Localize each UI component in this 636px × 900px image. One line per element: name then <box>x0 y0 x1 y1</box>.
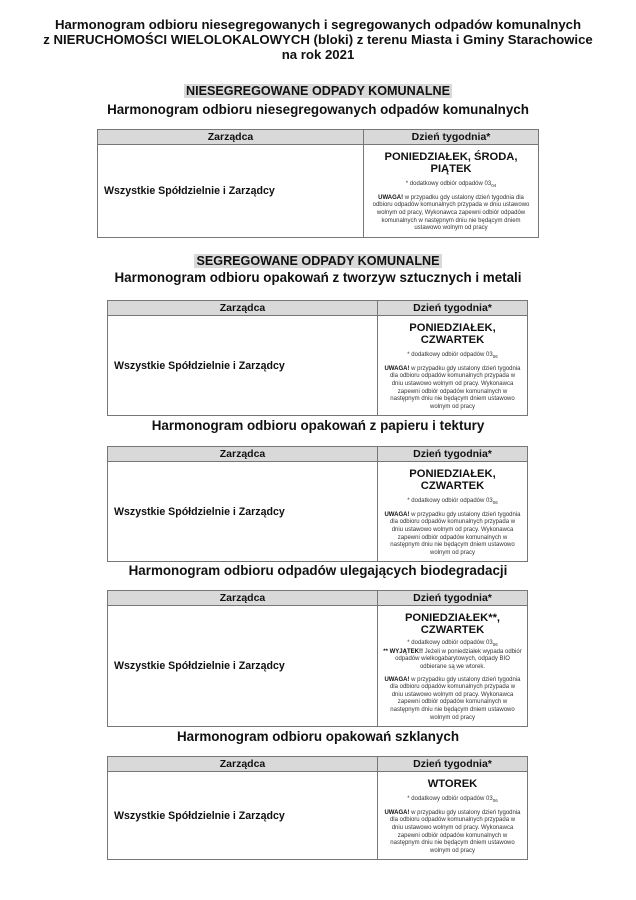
table-header-row <box>108 757 528 772</box>
column-header-day: Dzień tygodnia* <box>378 301 528 316</box>
manager-cell: Wszystkie Spółdzielnie i Zarządcy <box>108 606 378 727</box>
day-cell <box>378 462 528 562</box>
collection-days: WTOREK <box>427 778 478 790</box>
collection-days: PONIEDZIAŁEK, CZWARTEK <box>409 468 496 492</box>
title-line-2: z NIERUCHOMOŚCI WIELOLOKALOWYCH (bloki) z terenu Miasta i Gminy Starachowice <box>43 32 593 47</box>
manager-cell: Wszystkie Spółdzielnie i Zarządcy <box>108 462 378 562</box>
holiday-warning: UWAGA! w przypadku gdy ustalony dzień tygodnia dla odbioru odpadów komunalnych przypada w dniu ustawowo wolnym od pracy. Wykonawca zapewni odbiór odpadów komunalnych w następnym dniu nie będącym dniem ustawowo wolnym od pracy <box>384 365 521 410</box>
table-row <box>108 316 528 416</box>
column-header-manager: Zarządca <box>108 757 378 772</box>
table-header-row <box>108 447 528 462</box>
table-row <box>108 462 528 562</box>
extra-collection-note: * dodatkowy odbiór odpadów $03_{06}$ <box>407 352 498 360</box>
table-row <box>108 772 528 860</box>
day-cell <box>378 606 528 727</box>
column-header-day: Dzień tygodnia* <box>378 591 528 606</box>
title-line-1: Harmonogram odbioru niesegregowanych i segregowanych odpadów komunalnych <box>54 17 582 32</box>
table-header-row <box>108 591 528 606</box>
section-heading-unsegregated <box>0 82 636 100</box>
extra-collection-note: * dodatkowy odbiór odpadów $03_{06}$ <box>407 640 498 648</box>
table-1-subtitle: Harmonogram odbioru niesegregowanych odpadów komunalnych <box>107 102 529 117</box>
table-row <box>108 606 528 727</box>
schedule-table-plastics-metals <box>107 300 528 416</box>
extra-collection-note: * dodatkowy odbiór odpadów $03_{06}$ <box>407 796 498 804</box>
day-cell <box>364 145 539 238</box>
extra-collection-note: * dodatkowy odbiór odpadów $03_{06}$ <box>407 498 498 506</box>
table-3-subtitle: Harmonogram odbioru opakowań z papieru i tektury <box>151 418 485 433</box>
section-heading-segregated <box>0 252 636 270</box>
holiday-warning: UWAGA! w przypadku gdy ustalony dzień tygodnia dla odbioru odpadów komunalnych przypada w dniu ustawowo wolnym od pracy. Wykonawca zapewni odbiór odpadów komunalnych w następnym dniu nie będącym dniem ustawowo wolnym od pracy <box>384 676 521 721</box>
collection-days: PONIEDZIAŁEK, CZWARTEK <box>409 322 496 346</box>
schedule-table-biodegradable <box>107 590 528 727</box>
table-5-subtitle: Harmonogram odbioru opakowań szklanych <box>177 729 459 744</box>
schedule-table-unsegregated <box>97 129 539 238</box>
column-header-manager: Zarządca <box>98 130 364 145</box>
holiday-warning: UWAGA! w przypadku gdy ustalony dzień tygodnia dla odbioru odpadów komunalnych przypada w dniu ustawowo wolnym od pracy. Wykonawca zapewni odbiór odpadów komunalnych w następnym dniu nie będącym dniem ustawowo wolnym od pracy <box>384 511 521 556</box>
column-header-manager: Zarządca <box>108 447 378 462</box>
extra-collection-note: * dodatkowy odbiór odpadów $03_{04}$ <box>405 181 497 189</box>
table-header-row <box>108 301 528 316</box>
table-header-row <box>98 130 539 145</box>
manager-cell: Wszystkie Spółdzielnie i Zarządcy <box>108 772 378 860</box>
column-header-manager: Zarządca <box>108 301 378 316</box>
column-header-day: Dzień tygodnia* <box>364 130 539 145</box>
holiday-warning: UWAGA! w przypadku gdy ustalony dzień tygodnia dla odbioru odpadów komunalnych przypada w dniu ustawowo wolnym od pracy, Wykonawca zapewni odbiór odpadów komunalnych w następnym dniu nie będącym dniem ustawowo wolnym od pracy <box>372 194 530 232</box>
schedule-table-paper <box>107 446 528 562</box>
manager-cell: Wszystkie Spółdzielnie i Zarządcy <box>98 145 364 238</box>
exception-note: ** WYJĄTEK!! Jeżeli w poniedziałek wypada odbiór odpadów wielkogabarytowych, odpady BIO odbierane są we wtorek. <box>383 648 522 670</box>
column-header-day: Dzień tygodnia* <box>378 447 528 462</box>
manager-cell: Wszystkie Spółdzielnie i Zarządcy <box>108 316 378 416</box>
table-4-subtitle: Harmonogram odbioru odpadów ulegających biodegradacji <box>128 563 508 578</box>
collection-days: PONIEDZIAŁEK**, CZWARTEK <box>404 612 501 636</box>
title-line-3: na rok 2021 <box>281 47 355 62</box>
table-2-subtitle: Harmonogram odbioru opakowań z tworzyw sztucznych i metali <box>114 270 522 285</box>
document-title <box>0 17 636 62</box>
section-heading-text: NIESEGREGOWANE ODPADY KOMUNALNE <box>185 84 451 98</box>
section-heading-text: SEGREGOWANE ODPADY KOMUNALNE <box>196 254 440 268</box>
day-cell <box>378 316 528 416</box>
column-header-manager: Zarządca <box>108 591 378 606</box>
collection-days: PONIEDZIAŁEK, ŚRODA, PIĄTEK <box>384 151 518 175</box>
schedule-table-glass <box>107 756 528 860</box>
day-cell <box>378 772 528 860</box>
holiday-warning: UWAGA! w przypadku gdy ustalony dzień tygodnia dla odbioru odpadów komunalnych przypada w dniu ustawowo wolnym od pracy. Wykonawca zapewni odbiór odpadów komunalnych w następnym dniu nie będącym dniem ustawowo wolnym od pracy <box>384 809 521 854</box>
table-row <box>98 145 539 238</box>
column-header-day: Dzień tygodnia* <box>378 757 528 772</box>
